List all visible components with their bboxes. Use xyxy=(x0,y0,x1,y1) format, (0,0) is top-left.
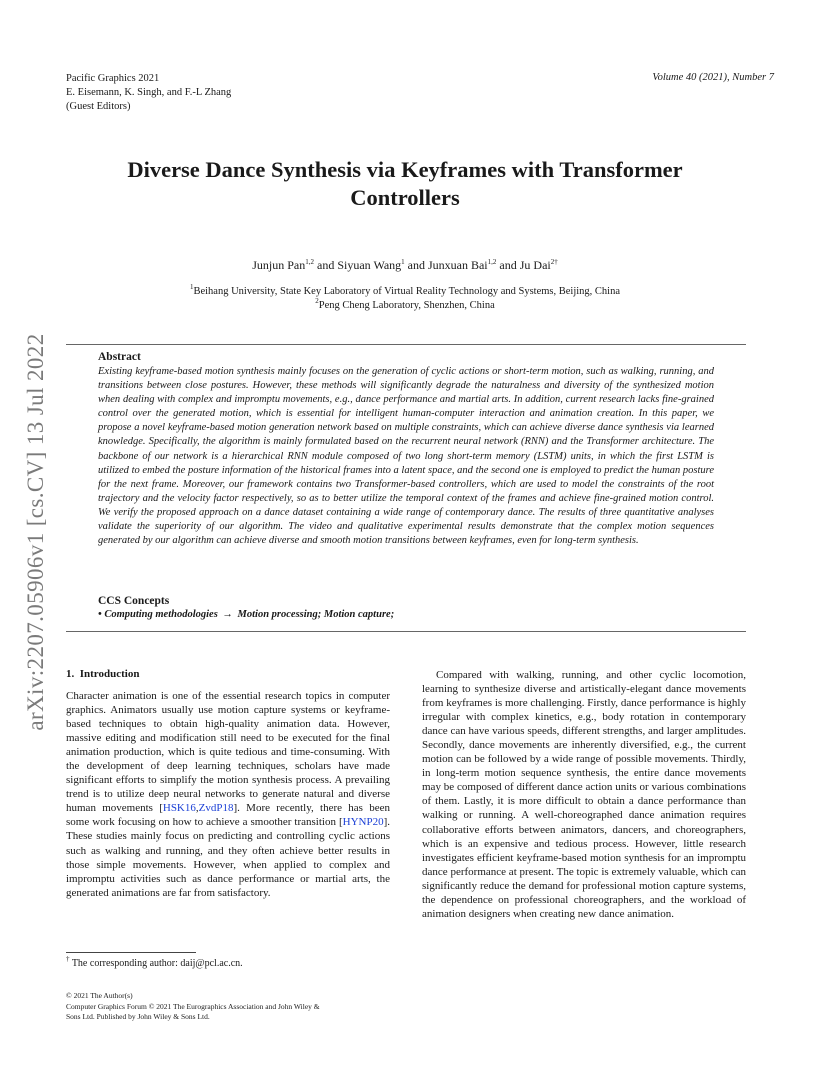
citation-link[interactable]: HSK16 xyxy=(162,802,196,815)
ccs-left: Computing methodologies xyxy=(104,609,218,620)
intro-text: Character animation is one of the essential research topics in computer graphics. Animators usually use motion capture systems or keyframe-based techniques to obtain high-quality animation data. However, massive editing and modification still need to be executed for the final animation production, which is quite tedious and time-consuming. With the development of deep learning techniques, scholars have made significant efforts to simplify the motion synthesis process. A prevailing trend is to utilize deep neural networks to generate natural and diverse human movements [ xyxy=(66,690,390,815)
header-line: Pacific Graphics 2021 xyxy=(66,73,160,84)
section-heading: 1. Introduction xyxy=(66,668,140,680)
author-name: Junjun Pan xyxy=(252,258,306,272)
author-list xyxy=(90,258,720,273)
abstract-body: Existing keyframe-based motion synthesis mainly focuses on the generation of cyclic actions or short-term motion, such as walking, running, and transitions between close postures. However, these methods will significantly degrade the naturalness and diversity of the synthesized motion when dealing with complex and impromptu movements, e.g., dance performance and martial arts. In addition, current research lacks fine-grained control over the generated motion, which is essential for intelligent human-computer interaction and animation creation. In this paper, we propose a novel keyframe-based motion generation network based on multiple constraints, which can achieve diverse dance synthesis via learned knowledge. Specifically, the algorithm is mainly formulated based on the recurrent neural network (RNN) and the Transformer architecture. The backbone of our network is a hierarchical RNN module composed of two long short-term memory (LSTM) units, in which the first LSTM is utilized to embed the posture information of the historical frames into a latent space, and the second one is employed to predict the human posture for the next frame. Moreover, our framework contains two Transformer-based controllers, which are used to model the constraints of the root trajectory and the velocity factor respectively, so as to better utilize the temporal context of the frames and achieve fine-grained motion control. We verify the proposed approach on a dance dataset containing a wide range of contemporary dance. The results of three quantitative analyses validate the superiority of our algorithm. The video and qualitative experimental results demonstrate that the complex motion sequences generated by our algorithm can achieve diverse and smooth motion transitions between keyframes, even for long-term synthesis. xyxy=(98,366,714,547)
footnote-rule xyxy=(66,952,196,953)
author-sep: and xyxy=(314,258,338,272)
affiliation-text: Peng Cheng Laboratory, Shenzhen, China xyxy=(318,300,495,311)
citation-sep: , xyxy=(195,802,199,815)
ccs-concepts xyxy=(98,609,394,620)
author-sup: 1,2 xyxy=(305,258,315,266)
intro-text: ]. These studies mainly focus on predicting and controlling cyclic actions such as walking and running, and they often achieve better results in those simple movements. However, when applied to complex and impromptu activities such as dance performance or martial arts, the generated animations are far from satisfactory. xyxy=(66,816,390,899)
affiliation-sup: 1 xyxy=(189,283,194,291)
footnote-text: The corresponding author: daij@pcl.ac.cn. xyxy=(71,958,243,969)
affiliation-line xyxy=(90,299,720,313)
author-name: Siyuan Wang xyxy=(337,258,402,272)
author-sup: 1,2 xyxy=(487,258,497,266)
footnote xyxy=(66,955,243,969)
author-name: Junxuan Bai xyxy=(427,258,488,272)
arxiv-stamp-text: arXiv:2207.05906v1 [cs.CV] 13 Jul 2022 xyxy=(23,333,48,731)
citation-link[interactable]: ZvdP18 xyxy=(198,802,234,815)
intro-text: Compared with walking, running, and other cyclic locomotion, learning to synthesize diverse and artistically-elegant dance movements from keyframes is more challenging. Firstly, dance performance is highly irregular with complex kinetics, e.g., body rotation in contemporary dance can have various speeds, different strengths, and larger amplitudes. Secondly, dance movements are inherently diversified, e.g., the current motion can be followed by a wide range of possible movements. Thirdly, in long-term motion sequence synthesis, the entire dance movements may be composed of different dance action units or various combinations of them. Lastly, it is more difficult to obtain a dance performance than walking or running. A well-choreographed dance animation requires collaborative efforts between animators, dancers, and choreographers, which is an expensive and tedious process. However, little research investigates efficient keyframe-based motion synthesis for an impromptu dance performance at present. The topic is extremely valuable, which can significantly reduce the demand for professional motion capture systems, the dependence on professional choreographers, and the workload of animation designers when creating new dance animation. xyxy=(422,669,746,920)
footnote-mark: † xyxy=(66,955,70,963)
author-sup: 2† xyxy=(550,258,558,266)
header-line: (Guest Editors) xyxy=(66,101,131,112)
intro-text: ]. More recently, there has been some work focusing on how to achieve a smoother transition [ xyxy=(66,802,390,829)
ccs-heading: CCS Concepts xyxy=(98,595,170,607)
affiliation-line xyxy=(90,285,720,299)
author-name: Ju Dai xyxy=(519,258,551,272)
copyright-notice xyxy=(66,991,326,1023)
author-sep: and xyxy=(404,258,428,272)
author-sep: and xyxy=(496,258,520,272)
copyright-line: Computer Graphics Forum © 2021 The Eurographics Association and John Wiley & Sons Ltd. Published by John Wiley & Sons Ltd. xyxy=(66,1001,320,1021)
affiliations xyxy=(90,285,720,313)
volume-info: Volume 40 (2021), Number 7 xyxy=(652,72,774,83)
journal-header xyxy=(66,72,231,114)
author-sup: 1 xyxy=(401,258,405,266)
intro-column-left xyxy=(66,689,390,900)
abstract-bottom-rule xyxy=(66,631,746,632)
ccs-arrow: → xyxy=(222,609,233,620)
citation-link[interactable]: HYNP20 xyxy=(342,816,384,829)
affiliation-text: Beihang University, State Key Laboratory of Virtual Reality Technology and Systems, Beijing, China xyxy=(193,286,621,297)
abstract-top-rule xyxy=(66,344,746,345)
paper-title: Diverse Dance Synthesis via Keyframes with Transformer Controllers xyxy=(127,157,683,210)
ccs-right: Motion processing; Motion capture; xyxy=(237,609,395,620)
intro-column-right xyxy=(422,668,746,921)
abstract-heading: Abstract xyxy=(98,351,141,363)
header-line: E. Eisemann, K. Singh, and F.-L Zhang xyxy=(66,87,232,98)
ccs-bullet: • xyxy=(98,609,102,620)
affiliation-sup: 2 xyxy=(315,297,319,305)
copyright-line: © 2021 The Author(s) xyxy=(66,991,133,1000)
